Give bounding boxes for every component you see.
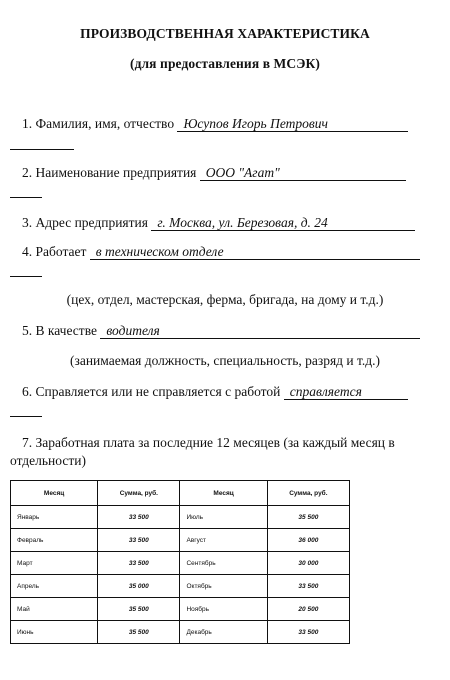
header-sum-2: Сумма, руб. [267,481,349,506]
table-row [11,552,350,575]
field-copes-label: 6. Справляется или не справляется с работой [22,384,281,399]
table-row [11,598,350,621]
month-cell: Декабрь [180,621,267,644]
sum-cell: 20 500 [267,598,349,621]
field-salary-label: 7. Заработная плата за последние 12 месяцев (за каждый месяц в отдельности) [10,435,395,468]
month-cell: Октябрь [180,575,267,598]
field-address [22,215,428,231]
field-org [22,165,428,181]
sum-cell: 35 500 [267,506,349,529]
sum-cell: 35 500 [98,598,180,621]
table-row [11,621,350,644]
table-row [11,506,350,529]
month-cell: Июль [180,506,267,529]
field-position-label: 5. В качестве [22,323,97,338]
month-cell: Ноябрь [180,598,267,621]
month-cell: Июнь [11,621,98,644]
field-fio [22,116,428,132]
field-copes [22,384,428,400]
field-fio-continuation-line [10,149,74,150]
header-sum-1: Сумма, руб. [98,481,180,506]
table-row [11,575,350,598]
header-month-1: Месяц [11,481,98,506]
field-works-label: 4. Работает [22,244,87,259]
sum-cell: 35 500 [98,621,180,644]
salary-table [10,480,350,644]
field-copes-value: справляется [284,385,408,400]
field-works [22,244,428,260]
salary-table-header-row [11,481,350,506]
document-title: ПРОИЗВОДСТВЕННАЯ ХАРАКТЕРИСТИКА [80,26,370,41]
month-cell: Сентябрь [180,552,267,575]
header-month-2: Месяц [180,481,267,506]
sum-cell: 33 500 [98,552,180,575]
field-org-value: ООО "Агат" [200,166,406,181]
month-cell: Август [180,529,267,552]
field-fio-value: Юсупов Игорь Петрович [177,117,408,132]
field-works-hint: (цех, отдел, мастерская, ферма, бригада, на дому и т.д.) [66,292,384,307]
month-cell: Январь [11,506,98,529]
sum-cell: 35 000 [98,575,180,598]
field-position-value: водителя [100,324,420,339]
field-copes-continuation-line [10,416,42,417]
field-position [22,323,428,339]
month-cell: Март [11,552,98,575]
field-fio-label: 1. Фамилия, имя, отчество [22,116,175,131]
field-position-hint: (занимаемая должность, специальность, разряд и т.д.) [70,353,380,368]
field-org-label: 2. Наименованиe предприятия [22,165,197,180]
month-cell: Апрель [11,575,98,598]
sum-cell: 33 500 [98,506,180,529]
field-works-value: в техническом отделе [90,245,420,260]
sum-cell: 33 500 [267,575,349,598]
document-subtitle: (для предоставления в МСЭК) [129,56,320,71]
month-cell: Февраль [11,529,98,552]
field-address-label: 3. Адрес предприятия [22,215,148,230]
sum-cell: 33 500 [267,621,349,644]
field-org-continuation-line [10,197,42,198]
field-address-value: г. Москва, ул. Березовая, д. 24 [151,216,415,231]
field-works-continuation-line [10,276,42,277]
table-row [11,529,350,552]
sum-cell: 30 000 [267,552,349,575]
month-cell: Май [11,598,98,621]
sum-cell: 36 000 [267,529,349,552]
sum-cell: 33 500 [98,529,180,552]
